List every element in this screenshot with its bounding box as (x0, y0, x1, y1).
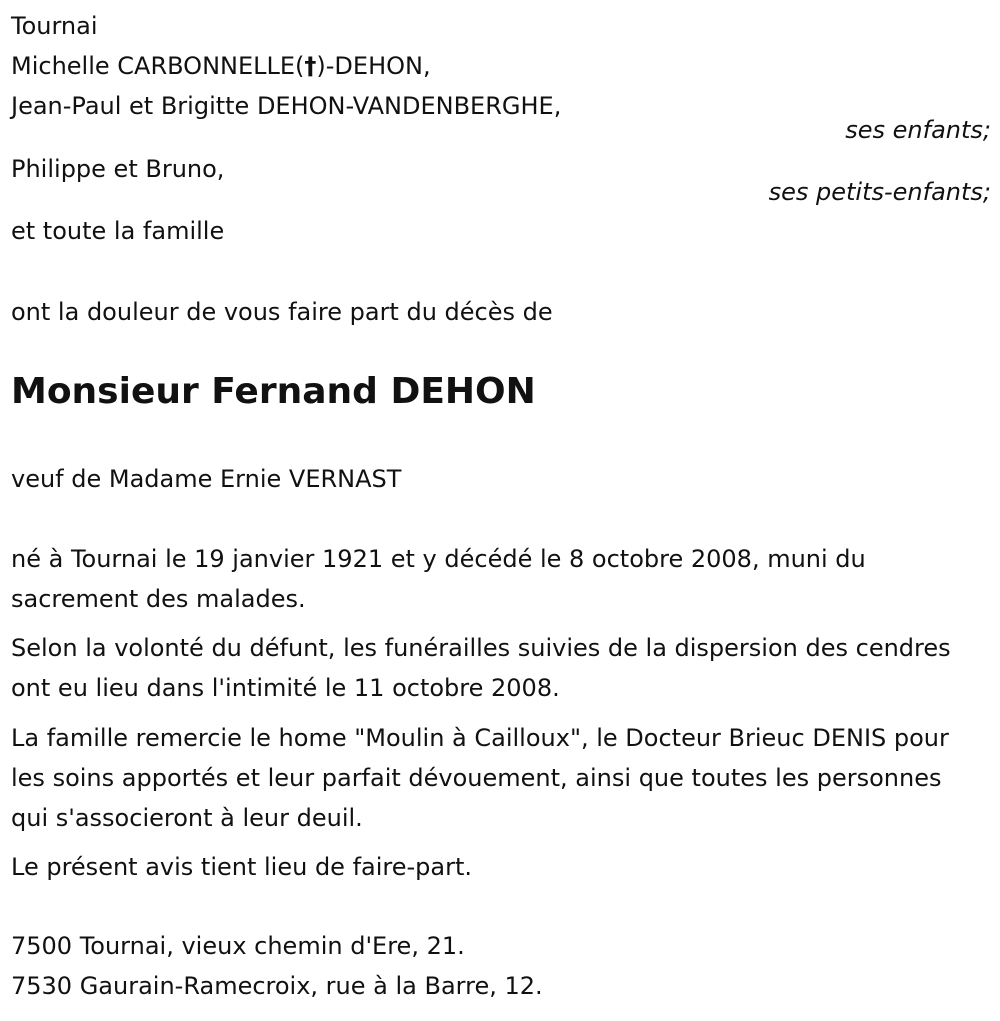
children-label: ses enfants; (845, 116, 991, 144)
grandchildren-line: Philippe et Bruno, (11, 155, 225, 183)
address-1: 7500 Tournai, vieux chemin d'Ere, 21. (11, 932, 465, 960)
grandchildren-label: ses petits-enfants; (768, 178, 991, 206)
notice-statement: Le présent avis tient lieu de faire-part. (11, 853, 473, 881)
cross-icon: † (304, 52, 317, 80)
funeral-paragraph: Selon la volonté du défunt, les funérailles suivies de la dispersion des cendres ont eu lieu dans l'intimité le 11 octobre 2008. (11, 634, 951, 702)
address-2: 7530 Gaurain-Ramecroix, rue à la Barre, 12. (11, 972, 543, 1000)
thanks-paragraph: La famille remercie le home "Moulin à Cailloux", le Docteur Brieuc DENIS pour les soins apportés et leur parfait dévouement, ainsi que toutes les personnes qui s'associeront à leur deuil. (11, 724, 949, 832)
family-line-1 (11, 46, 431, 86)
family-line-1-end: )-DEHON, (316, 52, 431, 80)
family-line-3: et toute la famille (11, 217, 225, 245)
widower-of: veuf de Madame Ernie VERNAST (11, 465, 402, 493)
deceased-name: Monsieur Fernand DEHON (11, 371, 536, 412)
family-line-1-start: Michelle CARBONNELLE( (11, 52, 305, 80)
city: Tournai (11, 12, 98, 40)
announcement: ont la douleur de vous faire part du décès de (11, 298, 553, 326)
family-line-2: Jean-Paul et Brigitte DEHON-VANDENBERGHE, (11, 92, 562, 120)
birth-death-paragraph: né à Tournai le 19 janvier 1921 et y décédé le 8 octobre 2008, muni du sacrement des malades. (11, 545, 866, 613)
